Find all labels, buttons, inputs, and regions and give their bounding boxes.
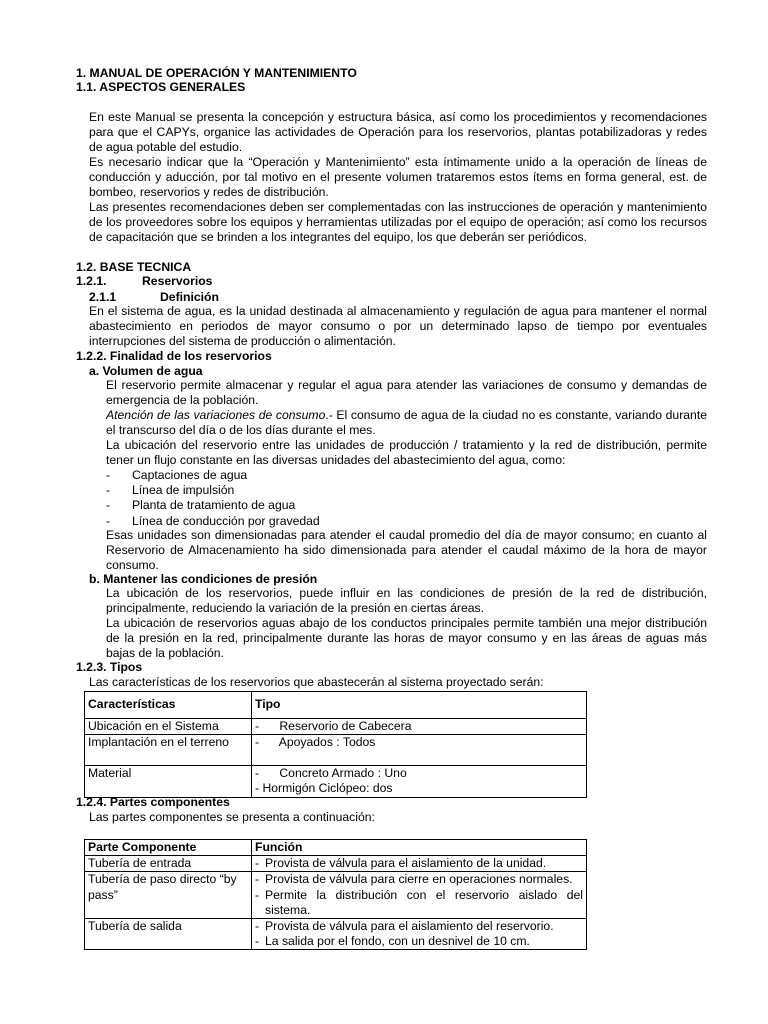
table-row <box>85 919 587 950</box>
heading-tipos: 1.2.3. Tipos <box>76 660 143 674</box>
heading-definicion <box>89 290 219 305</box>
table-cell: - Reservorio de Cabecera <box>252 719 587 735</box>
cell-line <box>255 856 583 871</box>
list-item <box>106 498 706 513</box>
heading-aspectos: 1.1. ASPECTOS GENERALES <box>76 80 246 94</box>
volumen-paragraph-1: El reservorio permite almacenar y regular el agua para atender las variaciones de consumo y demandas de emergencia de la población. <box>106 378 707 408</box>
partes-table <box>84 839 587 950</box>
intro-paragraph-1: En este Manual se presenta la concepción y estructura básica, así como los procedimientos y recomendaciones para que el CAPYs, organice las actividades de Operación para los reservorios, plantas potabilizadoras y redes de agua potable del estudio. <box>89 110 707 155</box>
table-row <box>85 735 587 766</box>
table-cell: Ubicación en el Sistema <box>85 719 252 735</box>
table-cell: Material <box>85 766 252 797</box>
cell-dash: - <box>255 856 260 871</box>
cell-dash: - <box>255 872 260 887</box>
intro-paragraph-3: Las presentes recomendaciones deben ser complementadas con las instrucciones de operación y mantenimiento de los proveedores sobre los equipos y herramientas utilizadas por el equipo de operación; así como los recursos de capacitación que se brinden a los integrantes del equipo, los que deberán ser periódicos. <box>89 200 707 245</box>
list-item-text: Línea de impulsión <box>132 483 235 498</box>
unidades-list <box>106 468 706 529</box>
table-cell: - Apoyados : Todos <box>252 735 587 766</box>
cell-line <box>255 919 583 934</box>
variaciones-consumo-term: Atención de las variaciones de consumo <box>106 408 326 422</box>
volumen-paragraph-4: Esas unidades son dimensionadas para atender el caudal promedio del día de mayor consumo; en cuanto al Reservorio de Almacenamiento ha sido dimensionada para atender el caudal máximo de la hora de mayor consumo. <box>106 528 707 573</box>
definicion-paragraph: En el sistema de agua, es la unidad destinada al almacenamiento y regulación de agua para mantener el normal abastecimiento en periodos de mayor consumo o por un determinado lapso de tiempo por eventuales interrupciones del sistema de producción o alimentación. <box>89 304 707 349</box>
table-header-row <box>85 840 587 856</box>
table-header-row <box>85 692 587 719</box>
cell-dash: - <box>255 934 260 949</box>
cell-line <box>255 934 583 949</box>
tipos-table <box>84 691 587 798</box>
heading-reservorios-title: Reservorios <box>142 274 213 288</box>
cell-text: Provista de válvula para el aislamiento de la unidad. <box>265 856 547 871</box>
table-header-cell: Tipo <box>252 692 587 719</box>
heading-base-tecnica: 1.2. BASE TECNICA <box>76 260 192 274</box>
list-item-text: Planta de tratamiento de agua <box>132 498 296 513</box>
cell-line <box>255 888 583 918</box>
list-item <box>106 514 706 529</box>
cell-text: La salida por el fondo, con un desnivel de 10 cm. <box>265 934 530 949</box>
presion-paragraph-2: La ubicación de reservorios aguas abajo de los conductos principales permite también una mejor distribución de la presión en la red, principalmente durante las horas de mayor consumo y en las áreas de aguas más bajas de la población. <box>106 616 707 661</box>
heading-reservorios-number: 1.2.1. <box>76 274 107 288</box>
table-cell: Tubería de salida <box>85 919 252 950</box>
cell-line <box>255 872 583 887</box>
volumen-paragraph-3: La ubicación del reservorio entre las unidades de producción / tratamiento y la red de distribución, permite tener un flujo constante en las diversas unidades del abastecimiento del agua, como: <box>106 438 707 468</box>
tipos-intro: Las características de los reservorios que abastecerán al sistema proyectado serán: <box>89 675 544 689</box>
partes-intro: Las partes componentes se presenta a continuación: <box>89 810 375 824</box>
cell-line: - Hormigón Ciclópeo: dos <box>255 781 393 796</box>
table-header-cell: Características <box>85 692 252 719</box>
volumen-paragraph-2 <box>106 408 707 438</box>
table-cell <box>252 872 587 919</box>
list-dash: - <box>106 468 111 482</box>
table-cell <box>252 766 587 797</box>
variaciones-consumo-text: .- El consumo de agua de la ciudad no es constante, variando durante el transcurso del día o de los días durante el mes. <box>106 408 707 438</box>
table-row <box>85 872 587 919</box>
list-item <box>106 483 706 498</box>
heading-finalidad: 1.2.2. Finalidad de los reservorios <box>76 349 272 363</box>
table-header-cell: Parte Componente <box>85 840 252 856</box>
table-row <box>85 766 587 797</box>
list-dash: - <box>106 498 111 513</box>
table-row <box>85 719 587 735</box>
presion-paragraph-1: La ubicación de los reservorios, puede influir en las condiciones de presión de la red de distribución, principalmente, reduciendo la variación de la presión en ciertas áreas. <box>106 586 707 616</box>
heading-presion: b. Mantener las condiciones de presión <box>89 572 318 586</box>
list-item-text: Línea de conducción por gravedad <box>132 513 320 528</box>
cell-text: Permite la distribución con el reservorio aislado del sistema. <box>265 887 583 917</box>
heading-definicion-title: Definición <box>160 290 219 304</box>
table-cell: Implantación en el terreno <box>85 735 252 766</box>
table-cell <box>252 919 587 950</box>
heading-partes: 1.2.4. Partes componentes <box>76 795 230 809</box>
list-item-text: Captaciones de agua <box>132 468 248 482</box>
cell-line: - Concreto Armado : Uno <box>255 766 407 781</box>
table-header-cell: Función <box>252 840 587 856</box>
cell-text: Provista de válvula para cierre en operaciones normales. <box>265 872 573 887</box>
table-row <box>85 856 587 872</box>
heading-manual: 1. MANUAL DE OPERACIÓN Y MANTENIMIENTO <box>76 66 357 80</box>
list-dash: - <box>106 513 111 528</box>
cell-text: Provista de válvula para el aislamiento del reservorio. <box>265 919 554 934</box>
cell-dash: - <box>255 919 260 934</box>
table-cell: Tubería de entrada <box>85 856 252 872</box>
intro-paragraph-2: Es necesario indicar que la “Operación y Mantenimiento” esta íntimamente unido a la operación de líneas de conducción y aducción, por tal motivo en el presente volumen trataremos estos ítems en forma general, est. de bombeo, reservorios y redes de distribución. <box>89 155 707 200</box>
table-cell <box>252 856 587 872</box>
table-cell: Tubería de paso directo “by pass” <box>85 872 252 919</box>
heading-volumen-agua: a. Volumen de agua <box>89 364 203 378</box>
list-item <box>106 468 706 483</box>
list-dash: - <box>106 483 111 498</box>
cell-dash: - <box>255 887 260 902</box>
heading-reservorios <box>76 274 212 289</box>
heading-definicion-number: 2.1.1 <box>89 290 117 304</box>
